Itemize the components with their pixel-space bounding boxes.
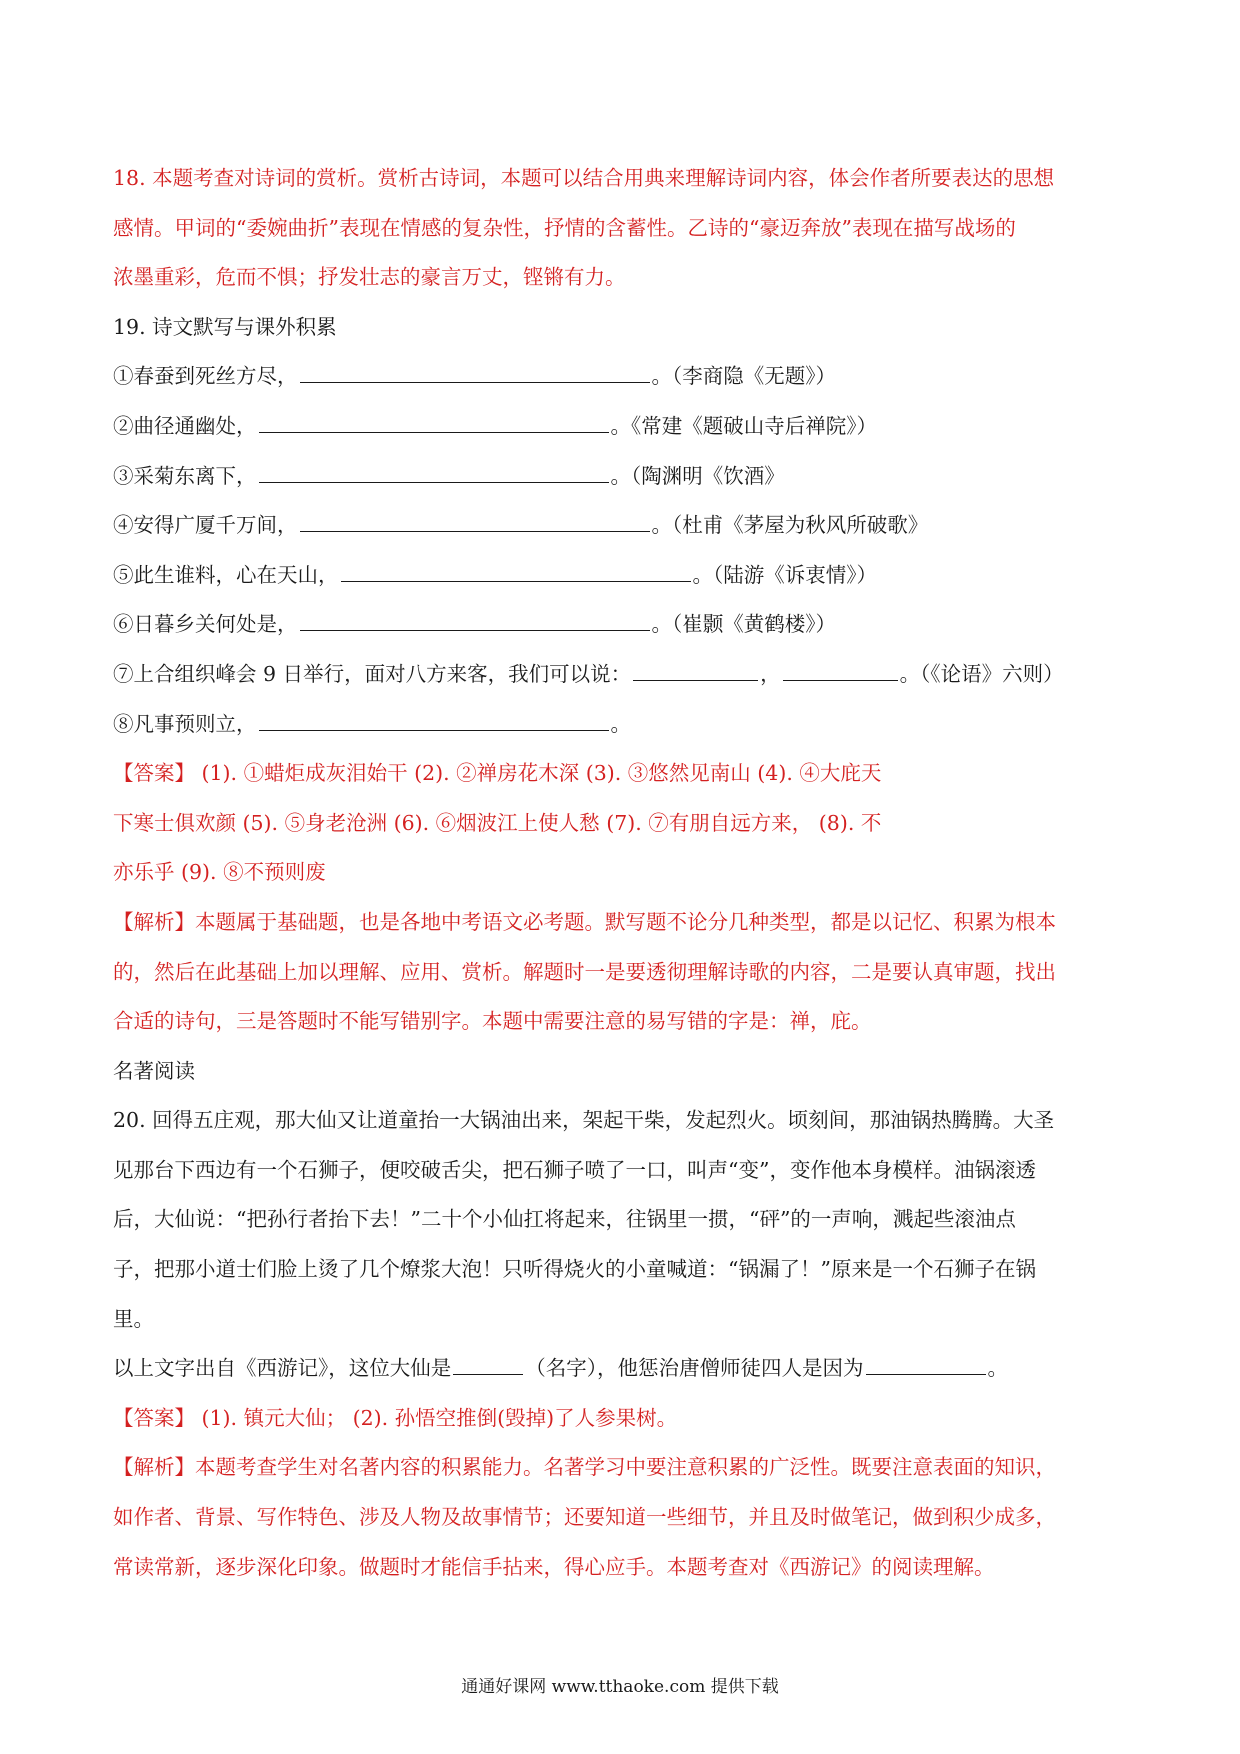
q20-passage-line-5: 里。 [113,1306,154,1331]
q20-passage-line-4: 子，把那小道士们脸上烫了几个燎浆大泡！只听得烧火的小童喊道：“锅漏了！”原来是一个石狮子在锅 [113,1257,1036,1282]
answer-blank [453,1356,523,1375]
q19-item-8-suffix: 。 [610,711,631,736]
q19-item-2-suffix: 。《常建《题破山寺后禅院》） [610,413,877,438]
q18-line-1: 18. 本题考查对诗词的赏析。赏析古诗词，本题可以结合用典来理解诗词内容，体会作者所要表达的思想 [113,166,1055,190]
q20-passage-line-2: 见那台下西边有一个石狮子，便咬破舌尖，把石狮子喷了一口，叫声“变”，变作他本身模样。油锅滚透 [113,1157,1036,1182]
answer-blank [259,712,609,731]
q20-question-a: 以上文字出自《西游记》，这位大仙是 [113,1356,452,1381]
q20-question [113,1344,1129,1394]
q19-analysis-line-1: 【解析】本题属于基础题，也是各地中考语文必考题。默写题不论分几种类型，都是以记忆、积累为根本 [113,909,1056,934]
q20-analysis-line-1: 【解析】本题考查学生对名著内容的积累能力。名著学习中要注意积累的广泛性。既要注意表面的知识， [113,1455,1056,1480]
section-title: 名著阅读 [113,1058,195,1083]
q19-item-5-prefix: ⑤此生谁料，心在天山， [113,562,339,587]
answer-blank [866,1356,986,1375]
page-footer: 通通好课网 www.tthaoke.com 提供下载 [461,1677,779,1697]
q19-item-4-prefix: ④安得广厦千万间， [113,513,298,538]
q19-item-5-suffix: 。（陆游《诉衷情》） [692,562,877,587]
q19-item-4-suffix: 。（杜甫《茅屋为秋风所破歌》 [651,513,929,538]
q20-question-b: （名字），他惩治唐僧师徒四人是因为 [525,1356,864,1381]
q18-line-3: 浓墨重彩，危而不惧；抒发壮志的豪言万丈，铿锵有力。 [113,265,626,290]
q19-item-4 [113,501,1129,551]
answer-blank [300,513,650,532]
q19-item-6 [113,600,1129,650]
answer-blank [259,464,609,483]
q19-item-8 [113,700,1129,750]
q19-item-1 [113,352,1129,402]
q19-item-6-suffix: 。（崔颢《黄鹤楼》） [651,612,836,637]
q19-item-5 [113,551,1129,601]
q19-answer-line-1: 【答案】 (1). ①蜡炬成灰泪始干 (2). ②禅房花木深 (3). ③悠然见南山 (4). ④大庇天 [113,761,882,786]
answer-blank [300,364,650,383]
q20-analysis-line-3: 常读常新，逐步深化印象。做题时才能信手拈来，得心应手。本题考查对《西游记》的阅读理解。 [113,1554,995,1579]
q19-item-6-prefix: ⑥日暮乡关何处是， [113,612,298,637]
page-content [113,154,1129,1592]
q19-answer-line-2: 下寒士俱欢颜 (5). ⑤身老沧洲 (6). ⑥烟波江上使人愁 (7). ⑦有朋自远方来， (8). 不 [113,810,882,835]
q20-question-c: 。 [987,1356,1008,1381]
q19-item-7 [113,650,1129,700]
q18-line-2: 感情。甲词的“委婉曲折”表现在情感的复杂性，抒情的含蓄性。乙诗的“豪迈奔放”表现在描写战场的 [113,215,1016,240]
q20-passage-line-1: 20. 回得五庄观，那大仙又让道童抬一大锅油出来，架起干柴，发起烈火。顷刻间，那油锅热腾腾。大圣 [113,1108,1055,1133]
answer-blank [259,414,609,433]
q20-passage-line-3: 后，大仙说：“把孙行者抬下去！”二十个小仙扛将起来，往锅里一掼，“砰”的一声响，溅起些滚油点 [113,1207,1016,1232]
q19-item-8-prefix: ⑧凡事预则立， [113,711,257,736]
q20-analysis-line-2: 如作者、背景、写作特色、涉及人物及故事情节；还要知道一些细节，并且及时做笔记，做到积少成多， [113,1505,1056,1530]
q19-item-2 [113,402,1129,452]
q19-item-1-prefix: ①春蚕到死丝方尽， [113,364,298,389]
q19-title: 19. 诗文默写与课外积累 [113,314,337,339]
q19-item-3-prefix: ③采菊东离下， [113,463,257,488]
q19-item-1-suffix: 。（李商隐《无题》） [651,364,836,389]
answer-blank [783,662,898,681]
q19-item-7-prefix: ⑦上合组织峰会 9 日举行，面对八方来客，我们可以说： [113,661,632,686]
q19-analysis-line-2: 的，然后在此基础上加以理解、应用、赏析。解题时一是要透彻理解诗歌的内容，二是要认真审题，找出 [113,959,1056,984]
q19-item-2-prefix: ②曲径通幽处， [113,413,257,438]
q19-analysis-line-3: 合适的诗句，三是答题时不能写错别字。本题中需要注意的易写错的字是：禅，庇。 [113,1009,872,1034]
q19-item-3-suffix: 。（陶渊明《饮酒》 [610,463,785,488]
answer-blank [633,662,758,681]
answer-blank [341,563,691,582]
q19-answer-line-3: 亦乐乎 (9). ⑧不预则废 [113,860,326,885]
q20-answer: 【答案】 (1). 镇元大仙； (2). 孙悟空推倒(毁掉)了人参果树。 [113,1405,678,1430]
q19-item-3 [113,452,1129,502]
answer-blank [300,612,650,631]
q19-item-7-mid: ， [760,661,781,686]
q19-item-7-suffix: 。（《论语》六则） [899,661,1064,686]
